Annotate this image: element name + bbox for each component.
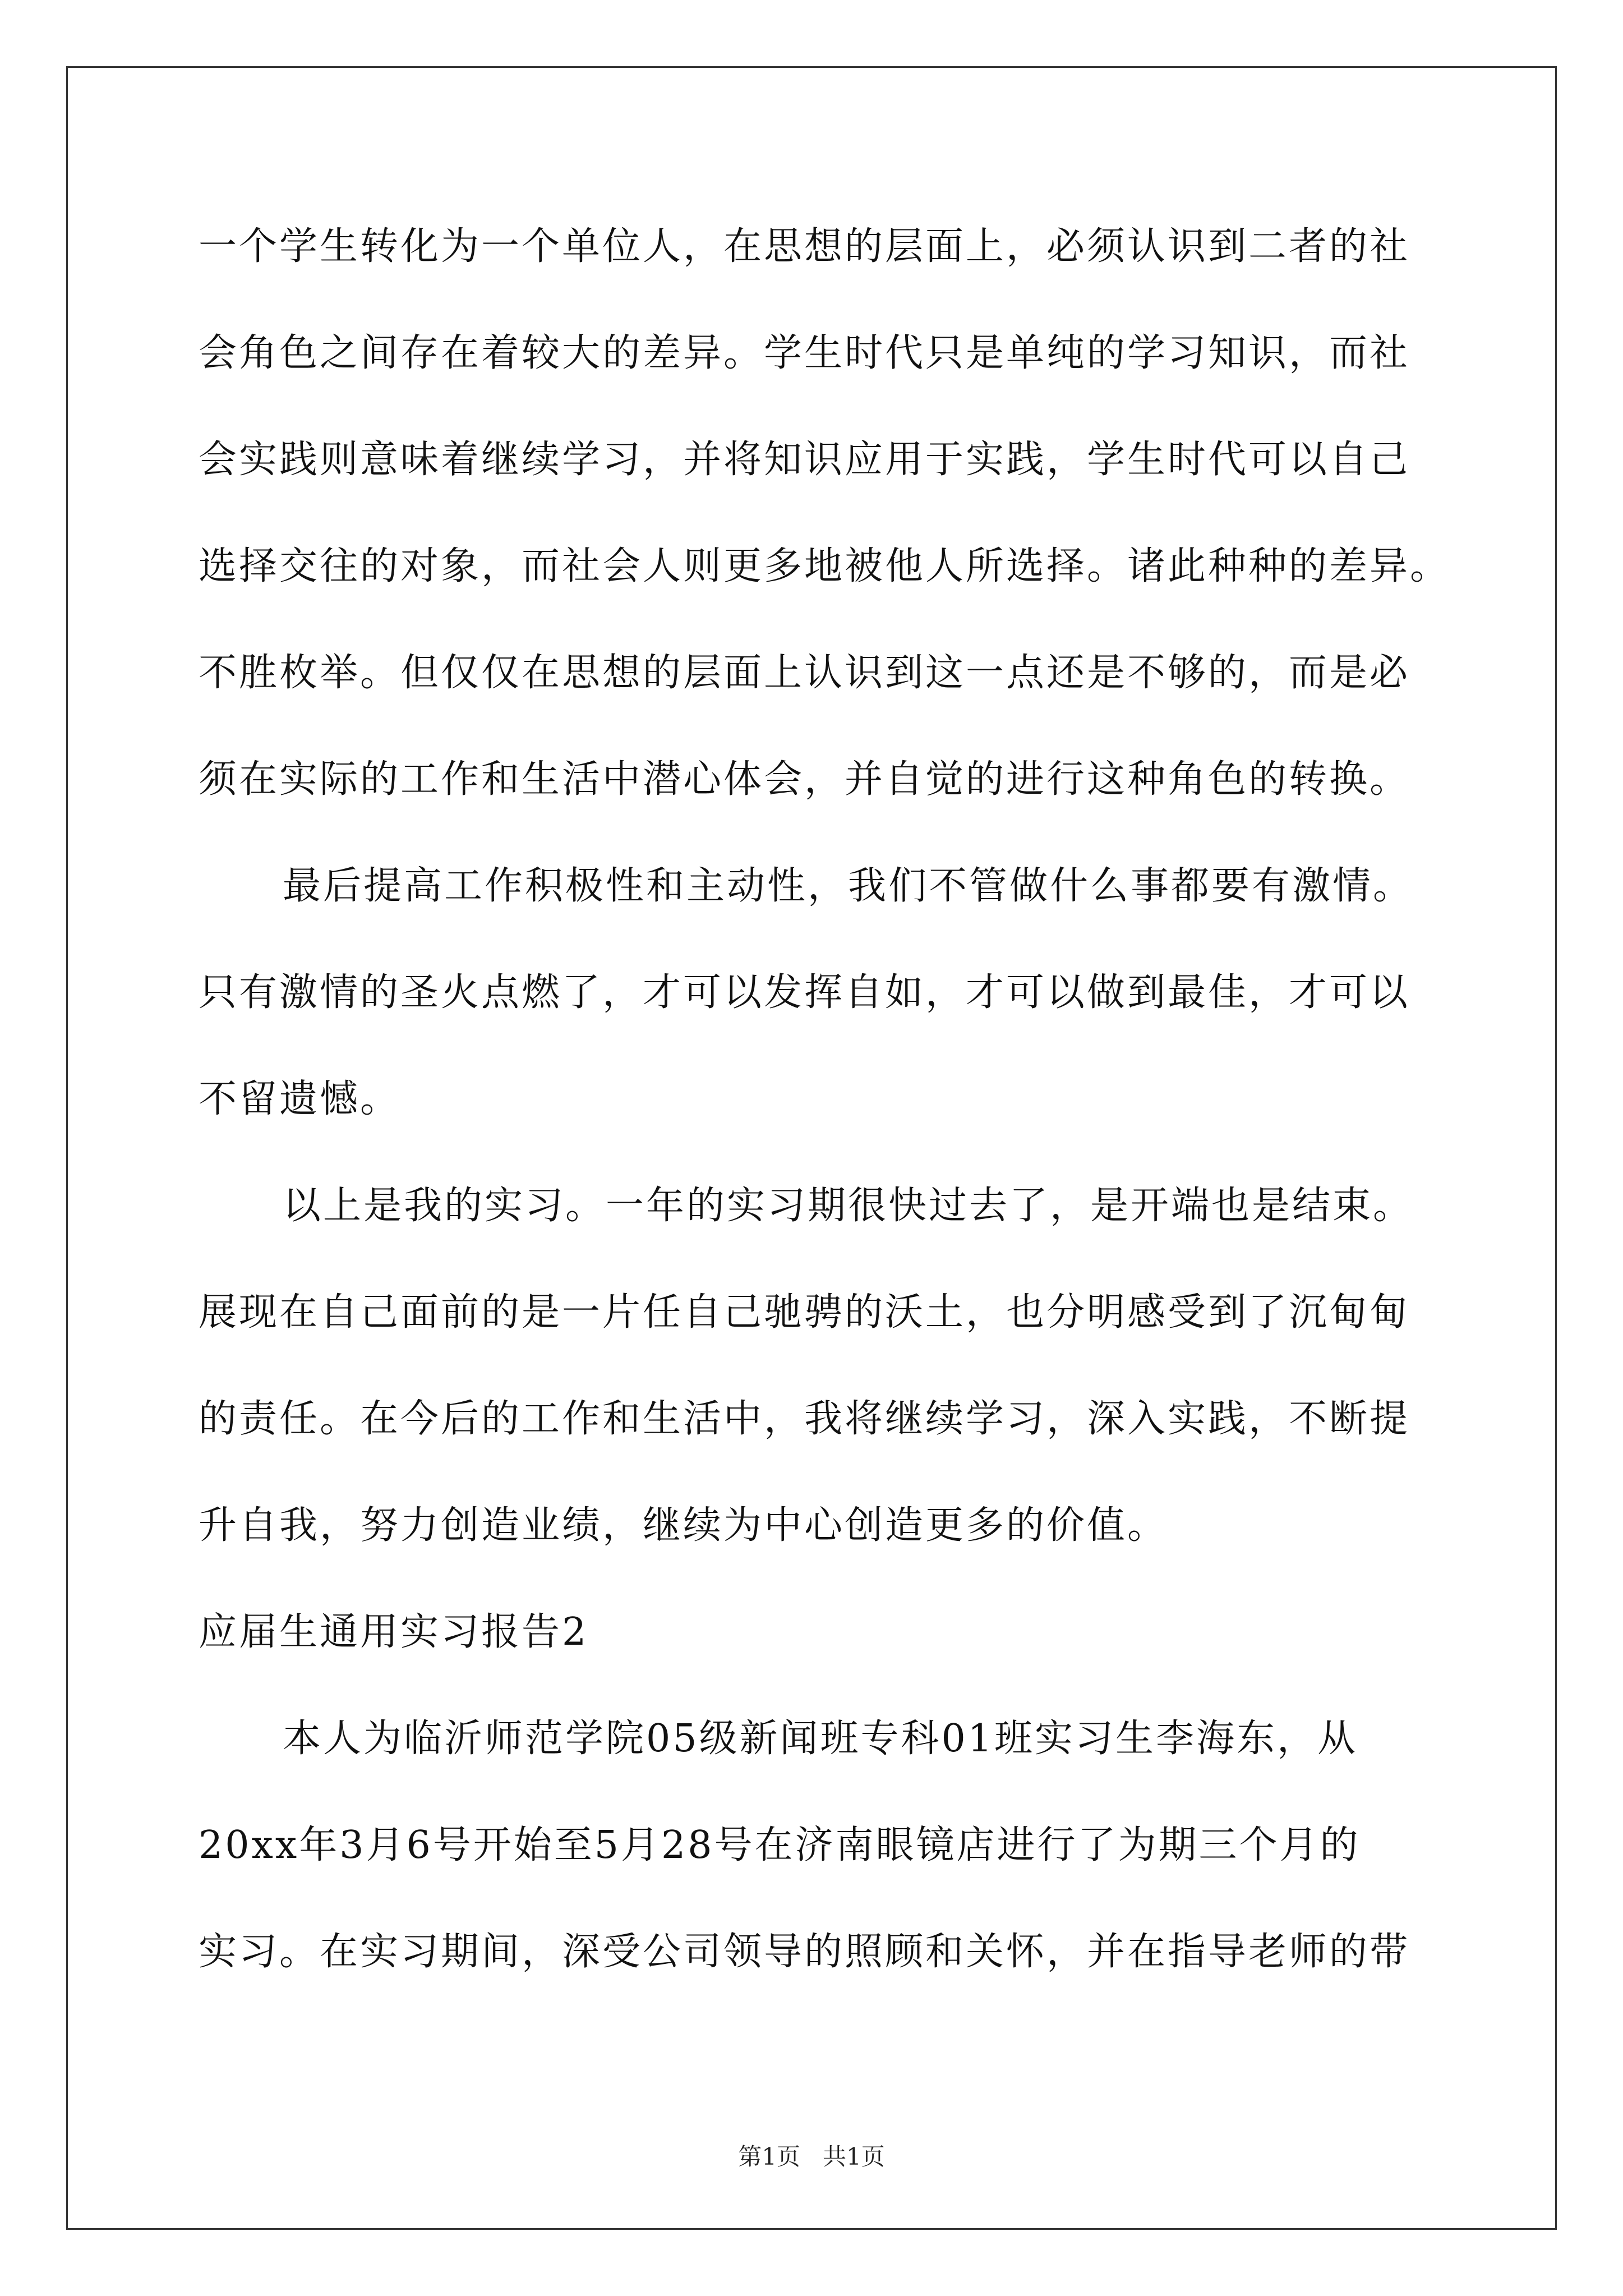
- text-line: 展现在自己面前的是一片任自己驰骋的沃土，也分明感受到了沉甸甸: [199, 1290, 1410, 1335]
- text-line: 不留遗憾。: [199, 1077, 401, 1121]
- text-line: 选择交往的对象，而社会人则更多地被他人所选择。诸此种种的差异。: [199, 544, 1451, 588]
- text-line: 实习。在实习期间，深受公司领导的照顾和关怀，并在指导老师的带: [199, 1930, 1410, 1974]
- text-line: 升自我，努力创造业绩，继续为中心创造更多的价值。: [199, 1503, 1168, 1548]
- document-body: [199, 213, 1455, 2025]
- section-heading: 应届生通用实习报告2: [199, 1610, 589, 1654]
- text-line: 不胜枚举。但仅仅在思想的层面上认识到这一点还是不够的，而是必: [199, 651, 1410, 695]
- text-line: 会实践则意味着继续学习，并将知识应用于实践，学生时代可以自己: [199, 438, 1410, 482]
- text-line: 只有激情的圣火点燃了，才可以发挥自如，才可以做到最佳，才可以: [199, 970, 1410, 1015]
- text-line: 20xx年3月6号开始至5月28号在济南眼镜店进行了为期三个月的: [199, 1823, 1361, 1867]
- page-footer: 第1页 共1页: [738, 2143, 885, 2170]
- paragraph-start-line: 最后提高工作积极性和主动性，我们不管做什么事都要有激情。: [283, 864, 1414, 908]
- text-line: 的责任。在今后的工作和生活中，我将继续学习，深入实践，不断提: [199, 1397, 1410, 1441]
- text-line: 会角色之间存在着较大的差异。学生时代只是单纯的学习知识，而社: [199, 331, 1410, 375]
- paragraph-start-line: 本人为临沂师范学院05级新闻班专科01班实习生李海东，从: [283, 1717, 1358, 1761]
- paragraph-start-line: 以上是我的实习。一年的实习期很快过去了，是开端也是结束。: [283, 1184, 1414, 1228]
- text-line: 一个学生转化为一个单位人，在思想的层面上，必须认识到二者的社: [199, 224, 1410, 269]
- text-line: 须在实际的工作和生活中潜心体会，并自觉的进行这种角色的转换。: [199, 757, 1410, 802]
